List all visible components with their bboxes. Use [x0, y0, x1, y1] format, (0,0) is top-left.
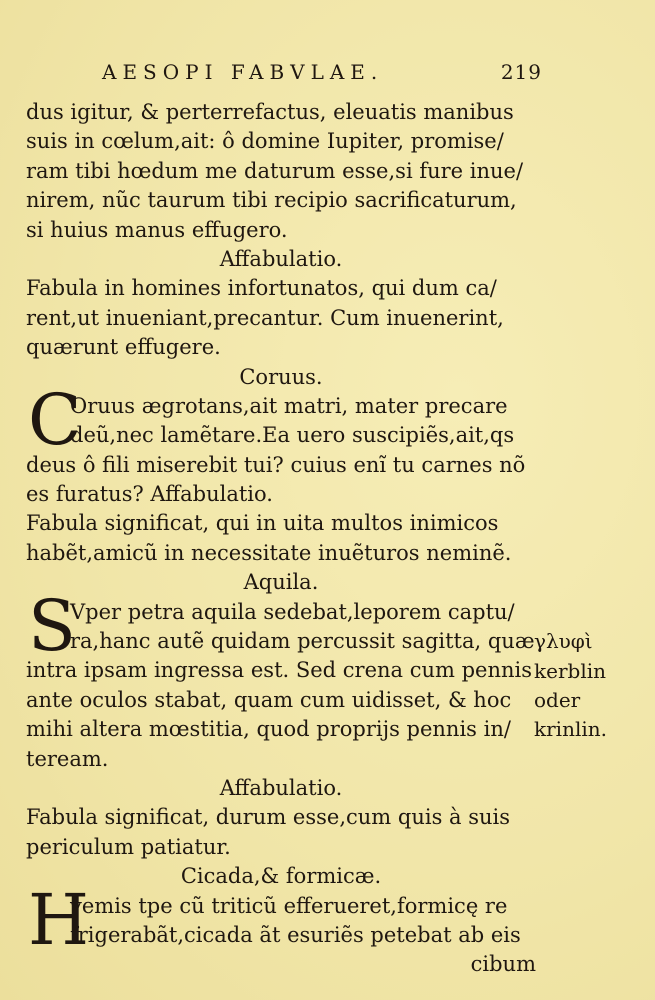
margin-note-line: oder — [534, 687, 581, 712]
text-line: intra ipsam ingressa est. Sed crena cum pennis — [26, 658, 533, 683]
text-line: deus ô fili miserebit tui? cuius enĩ tu carnes nõ — [26, 452, 526, 477]
text-line: deũ,nec lamẽtare.Ea uero suscipiẽs,ait,qs — [70, 423, 515, 448]
text-line: cibum — [470, 952, 536, 977]
margin-note-line: krinlin. — [534, 717, 607, 742]
drop-initial: C — [28, 379, 82, 461]
text-line: Fabula significat, qui in uita multos inimicos — [26, 511, 499, 536]
text-line: ra,hanc autẽ quidam percussit sagitta, quæ — [70, 629, 535, 654]
text-line: ante oculos stabat, quam cum uidisset, & hoc — [26, 687, 512, 712]
margin-note-line: γλυφὶ — [534, 629, 593, 654]
text-line: suis in cœlum,ait: ô domine Iupiter, promise/ — [26, 129, 504, 154]
text-line: teream. — [26, 746, 109, 771]
text-line: nirem, nũc taurum tibi recipio sacrificaturum, — [26, 188, 517, 213]
text-line: es furatus? Affabulatio. — [26, 482, 273, 507]
text-line: frigerabãt,cicada ãt esuriẽs petebat ab eis — [70, 922, 521, 947]
text-line: Oruus ægrotans,ait matri, mater precare — [70, 393, 508, 418]
page-header — [102, 60, 542, 90]
text-line: Aquila. — [243, 570, 319, 595]
text-line: si huius manus effugero. — [26, 217, 288, 242]
drop-initial: H — [28, 878, 90, 961]
text-line: yemis tpe cũ triticũ efferueret,formicę re — [70, 893, 508, 918]
margin-annotation — [534, 627, 654, 745]
text-block — [26, 98, 536, 980]
text-line: Affabulatio. — [219, 775, 343, 800]
text-line: Coruus. — [239, 364, 323, 389]
margin-note-line: kerblin — [534, 658, 606, 683]
text-line: Vper petra aquila sedebat,leporem captu/ — [70, 599, 515, 624]
text-line: Cicada,& formicæ. — [180, 864, 382, 889]
text-line: dus igitur, & perterrefactus, eleuatis manibus — [26, 100, 514, 124]
text-line: Fabula in homines infortunatos, qui dum ca/ — [26, 276, 497, 301]
drop-initial: S — [28, 584, 76, 667]
text-line: Fabula significat, durum esse,cum quis à suis — [26, 805, 511, 830]
page-number: 219 — [500, 60, 542, 84]
text-line: mihi altera mœstitia, quod proprijs pennis in/ — [26, 717, 511, 742]
text-line: quærunt effugere. — [26, 335, 221, 360]
running-title: AESOPI FABVLAE. — [102, 60, 384, 84]
text-line: ram tibi hœdum me daturum esse,si fure inue/ — [26, 158, 524, 183]
text-line: periculum patiatur. — [26, 834, 231, 859]
text-line: habẽt,amicũ in necessitate inuẽturos neminẽ. — [26, 540, 512, 565]
text-line: Affabulatio. — [219, 246, 343, 271]
text-line: rent,ut inueniant,precantur. Cum inuenerint, — [26, 305, 504, 330]
